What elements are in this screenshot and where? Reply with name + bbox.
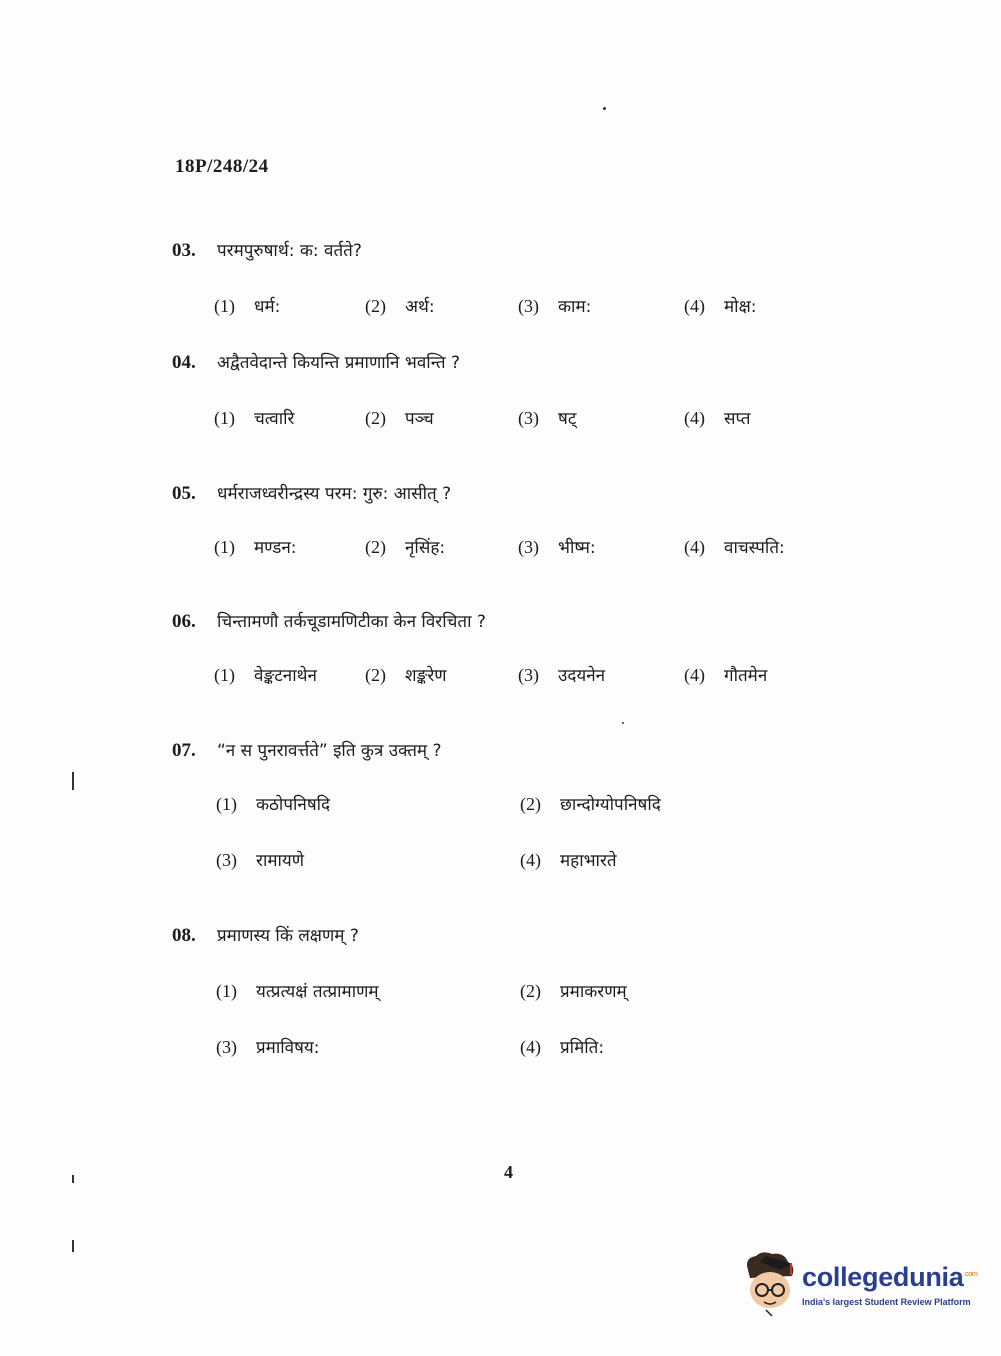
collegedunia-logo	[740, 1248, 978, 1318]
mascot-icon	[740, 1248, 802, 1318]
question-text: अद्वैतवेदान्ते कियन्ति प्रमाणानि भवन्ति ?	[217, 353, 461, 373]
option-2: (2) पञ्च	[365, 408, 434, 429]
scan-dot	[603, 107, 606, 110]
option-4: (4) मोक्ष:	[684, 296, 757, 317]
logo-tagline: India's largest Student Review Platform	[802, 1297, 971, 1307]
question-number: 07.	[172, 740, 196, 761]
option-1: (1) मण्डन:	[214, 537, 297, 558]
question-text: प्रमाणस्य किं लक्षणम् ?	[217, 926, 359, 946]
margin-mark	[72, 1175, 74, 1183]
paper-code: 18P/248/24	[175, 156, 269, 177]
question-04	[172, 350, 932, 436]
option-1: (1) कठोपनिषदि	[216, 794, 331, 815]
option-4: (4) प्रमिति:	[520, 1037, 605, 1058]
option-4: (4) वाचस्पति:	[684, 537, 785, 558]
option-3: (3) षट्	[518, 408, 577, 429]
question-text: धर्मराजध्वरीन्द्रस्य परम: गुरु: आसीत् ?	[217, 484, 452, 504]
question-number: 03.	[172, 240, 196, 261]
option-4: (4) महाभारते	[520, 850, 617, 871]
question-text: चिन्तामणौ तर्कचूडामणिटीका केन विरचिता ?	[217, 612, 486, 632]
option-2: (2) प्रमाकरणम्	[520, 981, 627, 1002]
question-text: “न स पुनरावर्त्तते” इति कुत्र उक्तम् ?	[217, 741, 442, 761]
option-3: (3) प्रमाविषय:	[216, 1037, 320, 1058]
margin-mark	[72, 1240, 74, 1252]
question-text: परमपुरुषार्थ: क: वर्तते?	[217, 241, 362, 261]
question-number: 05.	[172, 483, 196, 504]
question-number: 06.	[172, 611, 196, 632]
question-07	[172, 738, 932, 904]
option-3: (3) उदयनेन	[518, 665, 606, 686]
question-06	[172, 609, 932, 693]
option-3: (3) काम:	[518, 296, 592, 317]
scan-dot	[622, 722, 624, 724]
question-05	[172, 481, 932, 565]
option-1: (1) धर्म:	[214, 296, 281, 317]
page-number: 4	[504, 1162, 513, 1182]
margin-mark	[72, 772, 74, 790]
option-4: (4) गौतमेन	[684, 665, 768, 686]
option-3: (3) भीष्म:	[518, 537, 596, 558]
option-4: (4) सप्त	[684, 408, 751, 429]
question-03	[172, 238, 932, 324]
option-1: (1) यत्प्रत्यक्षं तत्प्रामाणम्	[216, 981, 379, 1002]
option-2: (2) शङ्करेण	[365, 665, 447, 686]
option-1: (1) वेङ्कटनाथेन	[214, 665, 317, 686]
question-number: 04.	[172, 352, 196, 373]
question-08	[172, 923, 932, 1091]
option-2: (2) नृसिंह:	[365, 537, 446, 558]
logo-wordmark: collegedunia$^{.com}$	[802, 1262, 978, 1292]
question-number: 08.	[172, 925, 196, 946]
option-1: (1) चत्वारि	[214, 408, 295, 429]
option-2: (2) छान्दोग्योपनिषदि	[520, 794, 661, 815]
option-3: (3) रामायणे	[216, 850, 305, 871]
option-2: (2) अर्थ:	[365, 296, 435, 317]
